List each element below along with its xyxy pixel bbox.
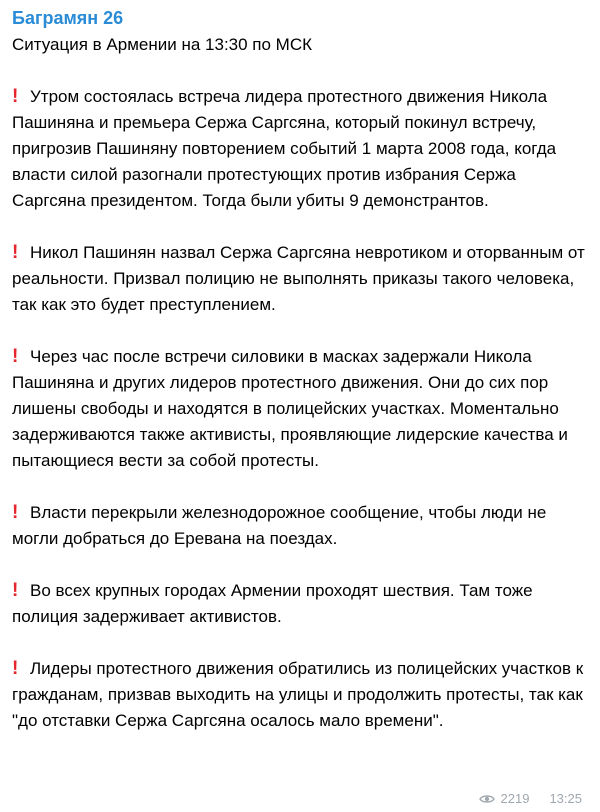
post-paragraph xyxy=(12,84,586,214)
paragraph-text: Через час после встречи силовики в масках задержали Никола Пашиняна и других лидеров протестного движения. Они до сих пор лишены свободы и находятся в полицейских участках. Моментально задерживаются также активисты, проявляющие лидерские качества и пытающиеся вести за собой протесты. xyxy=(12,347,568,470)
paragraph-text: Во всех крупных городах Армении проходят шествия. Там тоже полиция задерживает активистов. xyxy=(12,581,533,626)
post-headline: Ситуация в Армении на 13:30 по МСК xyxy=(12,35,313,54)
post-paragraph xyxy=(12,578,586,630)
view-count: 2219 xyxy=(500,791,530,806)
exclamation-icon: ! xyxy=(12,242,19,263)
post-paragraph xyxy=(12,344,586,474)
paragraph-text: Никол Пашинян назвал Сержа Саргсяна невротиком и оторванным от реальности. Призвал полицию не выполнять приказы такого человека, так как это будет преступлением. xyxy=(12,243,585,314)
exclamation-icon: ! xyxy=(12,346,19,367)
exclamation-icon: ! xyxy=(12,580,19,601)
post-paragraph xyxy=(12,240,586,318)
post-time: 13:25 xyxy=(549,791,582,806)
channel-name[interactable]: Баграмян 26 xyxy=(12,8,124,28)
exclamation-icon: ! xyxy=(12,86,19,107)
eye-icon xyxy=(479,794,495,804)
post-meta xyxy=(479,791,582,807)
paragraph-text: Утром состоялась встреча лидера протестного движения Никола Пашиняна и премьера Сержа Саргсяна, который покинул встречу, пригрозив Пашиняну повторением событий 1 марта 2008 года, когда власти силой разогнали протестующих против избрания Сержа Саргсяна президентом. Тогда были убиты 9 демонстрантов. xyxy=(12,87,557,210)
post-paragraph xyxy=(12,656,586,734)
paragraph-text: Власти перекрыли железнодорожное сообщение, чтобы люди не могли добраться до Еревана на поездах. xyxy=(12,503,547,548)
paragraph-text: Лидеры протестного движения обратились из полицейских участков к гражданам, призвав выходить на улицы и продолжить протесты, так как "до отставки Сержа Саргсяна осалось мало времени". xyxy=(12,659,584,730)
exclamation-icon: ! xyxy=(12,502,19,523)
post-paragraph xyxy=(12,500,586,552)
exclamation-icon: ! xyxy=(12,658,19,679)
